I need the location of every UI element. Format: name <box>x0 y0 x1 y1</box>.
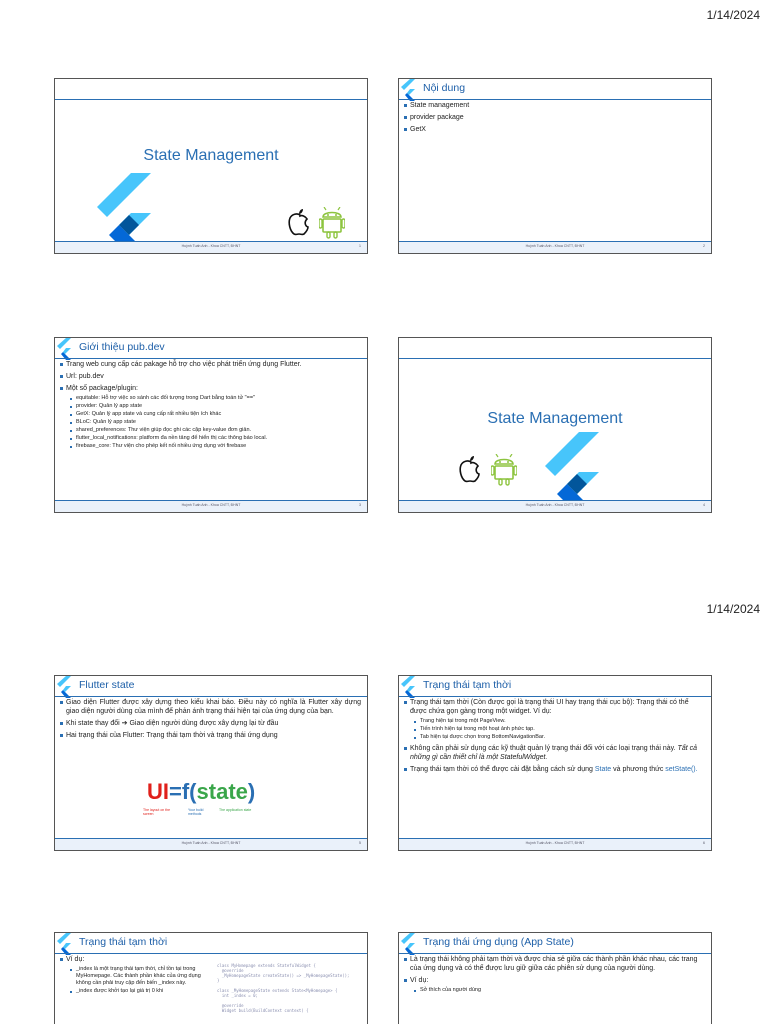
bullet-item: Giao diện Flutter được xây dựng theo kiểu khai báo. Điều này có nghĩa là Flutter xây dựng giao diện người dùng của mình để phản ánh trạng thái hiện tại của ứng dụng của bạn. <box>66 699 361 715</box>
sub-bullet-item: shared_preferences: Thư viện giúp đọc ghi các cặp key-value đơn giản. <box>76 427 361 434</box>
header-divider <box>55 358 367 359</box>
bullet-item: Trang web cung cấp các pakage hỗ trợ cho việc phát triển ứng dụng Flutter. <box>66 360 361 369</box>
slide-body <box>402 101 705 137</box>
sub-bullet-item: provider: Quản lý app state <box>76 403 361 410</box>
slide-4[interactable] <box>398 337 712 513</box>
slide-title: Nội dung <box>423 82 466 94</box>
android-icon <box>319 207 345 239</box>
slide-title: State Management <box>143 147 279 164</box>
bullet-item: Ví dụ: Sở thích của người dùng <box>410 976 705 994</box>
slide-body <box>58 698 361 743</box>
slide-footer: Huỳnh Tuấn Anh - Khoa CNTT, ĐHNT 6 <box>399 838 711 850</box>
slide-6[interactable] <box>398 675 712 851</box>
slide-body <box>402 955 705 997</box>
header-divider <box>55 696 367 697</box>
sub-bullet-item: Tab hiện tại được chọn trong BottomNavigationBar. <box>420 734 705 741</box>
bullet-item: Hai trạng thái của Flutter: Trạng thái tạm thời và trạng thái ứng dụng <box>66 731 361 740</box>
sub-bullet-item: firebase_core: Thư viện cho phép kết nối nhiều ứng dụng với firebase <box>76 443 361 450</box>
bullet-item: Trạng thái tạm thời (Còn được gọi là trạng thái UI hay trạng thái cục bộ): Trạng thái có thể được chứa gọn gàng trong một widget. Ví dụ: Trang hiện tại trong một PageView. Tiến trình hiện tại trong một hoạt ảnh phức tạp. Tab hiện tại được chọn trong BottomNavigationBar. <box>410 698 705 741</box>
slide-title: Trạng thái tạm thời <box>423 679 512 691</box>
slide-title: State Management <box>487 410 623 427</box>
code-snippet: class MyHomepage extends StatefulWidget { @override _MyHomepageState createState() => _MyHomepageState(); } class _MyHomepageState extends State<MyHomepage> { int _index = 0; @override Widget build(BuildContext context) { <box>217 963 350 1013</box>
sub-bullet-item: Trang hiện tại trong một PageView. <box>420 718 705 725</box>
slide-5[interactable] <box>54 675 368 851</box>
slide-footer: Huỳnh Tuấn Anh - Khoa CNTT, ĐHNT 3 <box>55 500 367 512</box>
bullet-item: Ví dụ: _index là một trạng thái tạm thời, chỉ tồn tại trong MyHomepage. Các thành phần khác của ứng dụng không cần phải truy cập đến biến _index này. _index được khởi tạo lại giá trị 0 khi <box>66 955 217 995</box>
sub-bullet-item: GetX: Quản lý app state và cung cấp rất nhiều tiện ích khác <box>76 411 361 418</box>
slide-header-band <box>55 79 367 99</box>
slide-3[interactable] <box>54 337 368 513</box>
bullet-item: State management <box>410 101 705 110</box>
header-divider <box>399 696 711 697</box>
ui-formula: UI=f(state) <box>147 779 256 804</box>
formula-label-ui: The layout on the screen <box>143 808 171 816</box>
slide-body <box>58 360 361 453</box>
bullet-item: Một số package/plugin: equitable: Hỗ trợ việc so sánh các đối tượng trong Dart bằng toán tử "==" provider: Quản lý app state GetX: Quản lý app state và cung cấp rất nhiều tiện ích khác BLoC: Quản lý app state shared_preferences: Thư viện giúp đọc ghi các cặp key-value đơn giản. flutter_local_notifications: platform đa nền tảng để hiển thị các thông báo local. firebase_core: Thư viện cho phép kết nối nhiều ứng dụng với firebase <box>66 384 361 450</box>
slide-body <box>402 698 705 777</box>
slide-title: Flutter state <box>79 679 135 691</box>
bullet-item: Trạng thái tạm thời có thể được cài đặt bằng cách sử dụng State và phương thức setState(). <box>410 765 705 774</box>
sub-bullet-item: BLoC: Quản lý app state <box>76 419 361 426</box>
slide-footer: Huỳnh Tuấn Anh - Khoa CNTT, ĐHNT 4 <box>399 500 711 512</box>
slide-number: 1 <box>359 244 361 248</box>
slide-title: Trạng thái tạm thời <box>79 936 168 948</box>
formula-label-build: Your build methods <box>188 808 204 816</box>
header-divider <box>55 99 367 100</box>
slide-body <box>58 955 217 998</box>
page-date: 1/14/2024 <box>706 8 760 22</box>
bullet-item: provider package <box>410 113 705 122</box>
sub-bullet-item: _index được khởi tạo lại giá trị 0 khi <box>76 988 217 995</box>
header-divider <box>399 953 711 954</box>
sub-bullet-item: Sở thích của người dùng <box>420 987 705 994</box>
sub-bullet-item: _index là một trạng thái tạm thời, chỉ tồn tại trong MyHomepage. Các thành phần khác của ứng dụng không cần phải truy cập đến biến _index này. <box>76 966 217 987</box>
bullet-item: Url: pub.dev <box>66 372 361 381</box>
sub-bullet-item: equitable: Hỗ trợ việc so sánh các đối tượng trong Dart bằng toán tử "==" <box>76 395 361 402</box>
sub-bullet-item: Tiến trình hiện tại trong một hoạt ảnh phức tạp. <box>420 726 705 733</box>
slide-number: 6 <box>703 841 705 845</box>
bullet-item: GetX <box>410 125 705 134</box>
slide-number: 3 <box>359 503 361 507</box>
slide-number: 5 <box>359 841 361 845</box>
page-date: 1/14/2024 <box>706 602 760 616</box>
slide-number: 4 <box>703 503 705 507</box>
slide-1[interactable] <box>54 78 368 254</box>
bullet-item: Là trạng thái không phải tạm thời và được chia sẻ giữa các thành phần khác nhau, các trang của ứng dụng và có thể được lưu giữ giữa các phiên sử dụng của người dùng. <box>410 955 705 973</box>
header-divider <box>399 99 711 100</box>
bullet-item: Không cần phải sử dụng các kỹ thuật quản lý trạng thái đối với các loại trạng thái này. Tất cả những gì cần thiết chỉ là một StatefulWidget. <box>410 744 705 762</box>
slide-footer: Huỳnh Tuấn Anh - Khoa CNTT, ĐHNT 1 <box>55 241 367 253</box>
sub-bullet-item: flutter_local_notifications: platform đa nền tảng để hiển thị các thông báo local. <box>76 435 361 442</box>
slide-7[interactable] <box>54 932 368 1024</box>
slide-title: Giới thiệu pub.dev <box>79 341 165 353</box>
slide-title: Trạng thái ứng dụng (App State) <box>423 936 574 948</box>
bullet-item: Khi state thay đổi ➔ Giao diện người dùng được xây dựng lại từ đầu <box>66 719 361 728</box>
formula-label-state: The application state <box>219 808 252 812</box>
slide-header-band <box>399 338 711 358</box>
slide-footer: Huỳnh Tuấn Anh - Khoa CNTT, ĐHNT 2 <box>399 241 711 253</box>
slide-8[interactable] <box>398 932 712 1024</box>
android-icon <box>491 454 517 486</box>
apple-icon <box>286 209 310 237</box>
slide-footer: Huỳnh Tuấn Anh - Khoa CNTT, ĐHNT 5 <box>55 838 367 850</box>
header-divider <box>399 358 711 359</box>
slide-number: 2 <box>703 244 705 248</box>
slide-2[interactable] <box>398 78 712 254</box>
apple-icon <box>457 456 481 484</box>
header-divider <box>55 953 367 954</box>
